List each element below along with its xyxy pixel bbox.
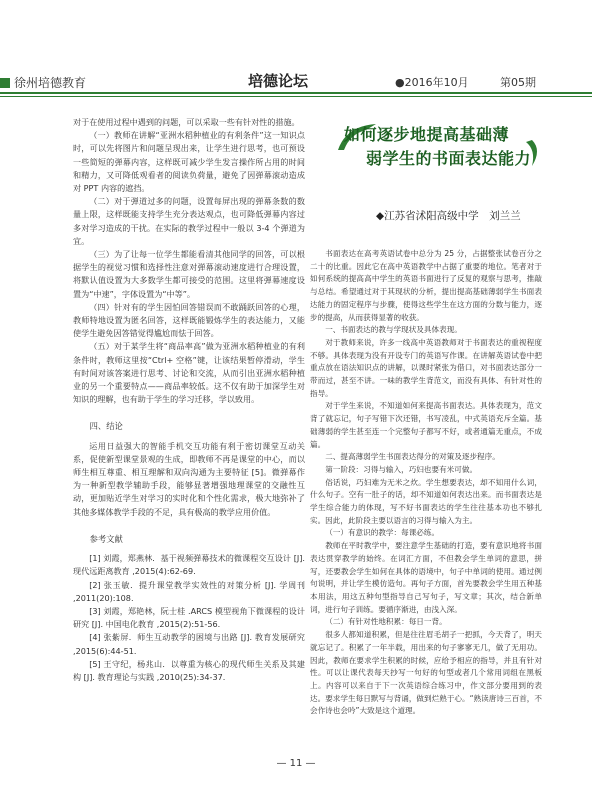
brand-square-icon bbox=[0, 78, 10, 88]
article-title-line-2: 弱学生的书面表达能力 bbox=[366, 149, 532, 168]
article-author: ◆江苏省沭阳高级中学 刘兰兰 bbox=[376, 210, 521, 222]
right-paragraph: 一、书面表达的教与学现状及具体表现。 bbox=[325, 325, 462, 335]
page-header bbox=[0, 0, 592, 100]
header-date: ●2016年10月 bbox=[395, 76, 469, 89]
right-paragraph: （一）有意识的教学：每课必练。 bbox=[325, 528, 440, 538]
left-paragraph: （一）教师在讲解“亚洲水稻种植业的有利条件”这一知识点时，可以先将图片和问题呈现出来，让学生进行思考，也可预设一些简短的弹幕内容，这样既可减少学生发言操作所占用的时间和精力，又可降低观看者的阅读负荷量，避免了因弹幕滚动造成对 PPT 内容的遮挡。 bbox=[73, 130, 305, 194]
article-title-line-1: 如何逐步地提高基础薄 bbox=[344, 125, 510, 144]
reference-item: [4] 张紫屏．师生互动教学的困境与出路 [J]. 教育发展研究 ,2015(6):44-51. bbox=[73, 632, 305, 656]
right-paragraph: 对于学生来说，不知道如何来提高书面表达。具体表现为，范文背了就忘记，句子写错下次还错，书写凌乱，中式英语充斥全篇。基础薄弱的学生甚至连一个完整句子都写不好，或者通篇无重点，不成篇。 bbox=[310, 401, 542, 449]
left-column bbox=[73, 116, 305, 684]
reference-item: [1] 刘霞，郑燕林．基于视频弹幕技术的微课程交互设计 [J]. 现代远距离教育 ,2015(4):62-69. bbox=[73, 553, 305, 577]
header-brand bbox=[0, 74, 86, 91]
page-number: — 11 — bbox=[276, 758, 316, 769]
reference-item: [5] 王守纪，杨兆山．以尊重为核心的现代师生关系及其建构 [J]. 教育理论与实践 ,2010(25):34-37. bbox=[73, 658, 305, 682]
left-paragraph: （三）为了让每一位学生都能看清其他同学的回答，可以根据学生的视觉习惯和选择性注意对弹幕滚动速度进行合理设置，将默认值设置为大多数学生都可接受的范围。这里将弹幕速度设置为“中速”，字体设置为“中等”。 bbox=[73, 249, 305, 299]
left-paragraph: （二）对于弹道过多的问题，设置每屏出现的弹幕条数的数量上限，这样既能支持学生充分表达观点，也可降低弹幕内容过多对学习造成的干扰。在实际的教学过程中一般以 3-4 个弹道为宜。 bbox=[73, 196, 305, 246]
right-paragraph: 书面表达在高考英语试卷中总分为 25 分，占据整张试卷百分之二十的比重。因此它在高中英语教学中占据了重要的地位。笔者对于如何系统的提高高中学生的英语书面进行了反复的观察与思考，推敲与总结。希望通过对于其现状的分析，提出提高基础薄弱学生书面表达能力的固定程序与步骤，使得这些学生在这方面的分数与能力，逐步的提高，从而获得显著的收获。 bbox=[310, 249, 542, 322]
article-title bbox=[336, 120, 546, 188]
reference-item: [2] 张玉敏．提升课堂教学实效性的对策分析 [J]. 学周刊 ,2011(20):108. bbox=[73, 579, 305, 603]
left-paragraph: （四）针对有的学生因怕回答错误而不敢踊跃回答的心理，教师特地设置为匿名回答，这样既能锻炼学生的表达能力，又能使学生避免因答错觉得尴尬而怯于回答。 bbox=[73, 301, 305, 339]
right-paragraph: （二）有针对性地积累：每日一背。 bbox=[325, 617, 447, 627]
left-paragraph: 对于在使用过程中遇到的问题，可以采取一些有针对性的措施。 bbox=[73, 117, 300, 127]
header-column-name: 培德论坛 bbox=[248, 72, 309, 90]
references-heading: 参考文献 bbox=[89, 533, 123, 544]
section-heading-conclusion: 四、结论 bbox=[89, 421, 123, 432]
header-rule bbox=[0, 92, 592, 94]
right-column bbox=[310, 248, 542, 718]
right-paragraph: 俗话说，巧妇难为无米之炊。学生想要表达，却不知用什么词，什么句子。空有一肚子的话，却不知道如何表达出来。而书面表达是学生综合能力的体现，写不好书面表达的学生往往基本功也不够扎实。因此，此阶段主要以语言的习得与输入为主。 bbox=[310, 477, 542, 525]
right-paragraph: 第一阶段：习得与输入，巧妇也要有米可做。 bbox=[325, 464, 478, 474]
left-paragraph: 运用日益强大的智能手机交互功能有利于密切课堂互动关系，促使新型课堂景观的生成，即教师不再是课堂的中心，而以师生相互尊重、相互理解和双向沟通为主要特征 [5]。微弹幕作为一种新型教学辅助手段，能够显著增强地理课堂的交融性互动，更加贴近学生对学习的实时化和个性化需求，极大地弥补了其他多媒体教学手段的不足，具有极高的教学应用价值。 bbox=[73, 440, 305, 517]
header-issue: 第05期 bbox=[500, 76, 536, 89]
header-brand-text: 徐州培德教育 bbox=[14, 76, 87, 90]
right-paragraph: 对于教师来说，许多一线高中英语教师对于书面表达的重视程度不够。具体表现为没有开设专门的英语写作课。在讲解英语试卷中把重点放在语法知识点的讲解，以课时紧张为借口，对书面表达部分一带而过，甚至不讲。一味的教学生背范文，而没有具体、有针对性的指导。 bbox=[310, 337, 542, 398]
left-paragraph: （五）对于某学生将“商品率高”做为亚洲水稻种植业的有利条件时，教师这里按“Ctrl+ 空格”键，让该结果暂停滑动，学生有时间对该答案进行思考、讨论和交流，从而引出亚洲水稻种植业的另一个重要特点——商品率较低。这不仅有助于加深学生对知识的理解，也有助于学生的学习迁移，学以致用。 bbox=[73, 341, 305, 405]
reference-item: [3] 刘霞，郑艳林，阮士桂 .ARCS 模型视角下微课程的设计研究 [J]. 中国电化教育 ,2015(2):51-56. bbox=[73, 605, 305, 630]
right-paragraph: 很多人都知道积累，但是往往眉毛胡子一把抓，今天背了，明天就忘记了。积累了一年半载，用出来的句子寥寥无几，做了无用功。因此，教师在要求学生积累的时候，应给予相应的指导，并且有针对性。可以让课代表每天抄写一句好的句型或者几个常用词组在黑板上。内容可以来自于下一次英语综合练习中，作文部分要用到的表达。要求学生每日默写与背诵，做到烂熟于心。“熟读唐诗三百首，不会作诗也会吟”大致是这个道理。 bbox=[310, 630, 542, 716]
right-paragraph: 二、提高薄弱学生书面表达得分的对策及逐步程序。 bbox=[325, 452, 500, 462]
right-paragraph: 教师在平时教学中，要注意学生基础的打造，要有意识地将书面表达贯穿教学的始终。在词汇方面，不但教会学生单词的意思，拼写，还要教会学生如何在具体的语境中，句子中单词的使用。通过例句说明，并让学生模仿造句。再句子方面，首先要教会学生用五种基本用法，用这五种句型指导自己写句子，写文章；其次，结合新单词，进行句子训练。要循序渐进，由浅入深。 bbox=[310, 541, 542, 614]
header-rule-thin bbox=[0, 96, 592, 97]
